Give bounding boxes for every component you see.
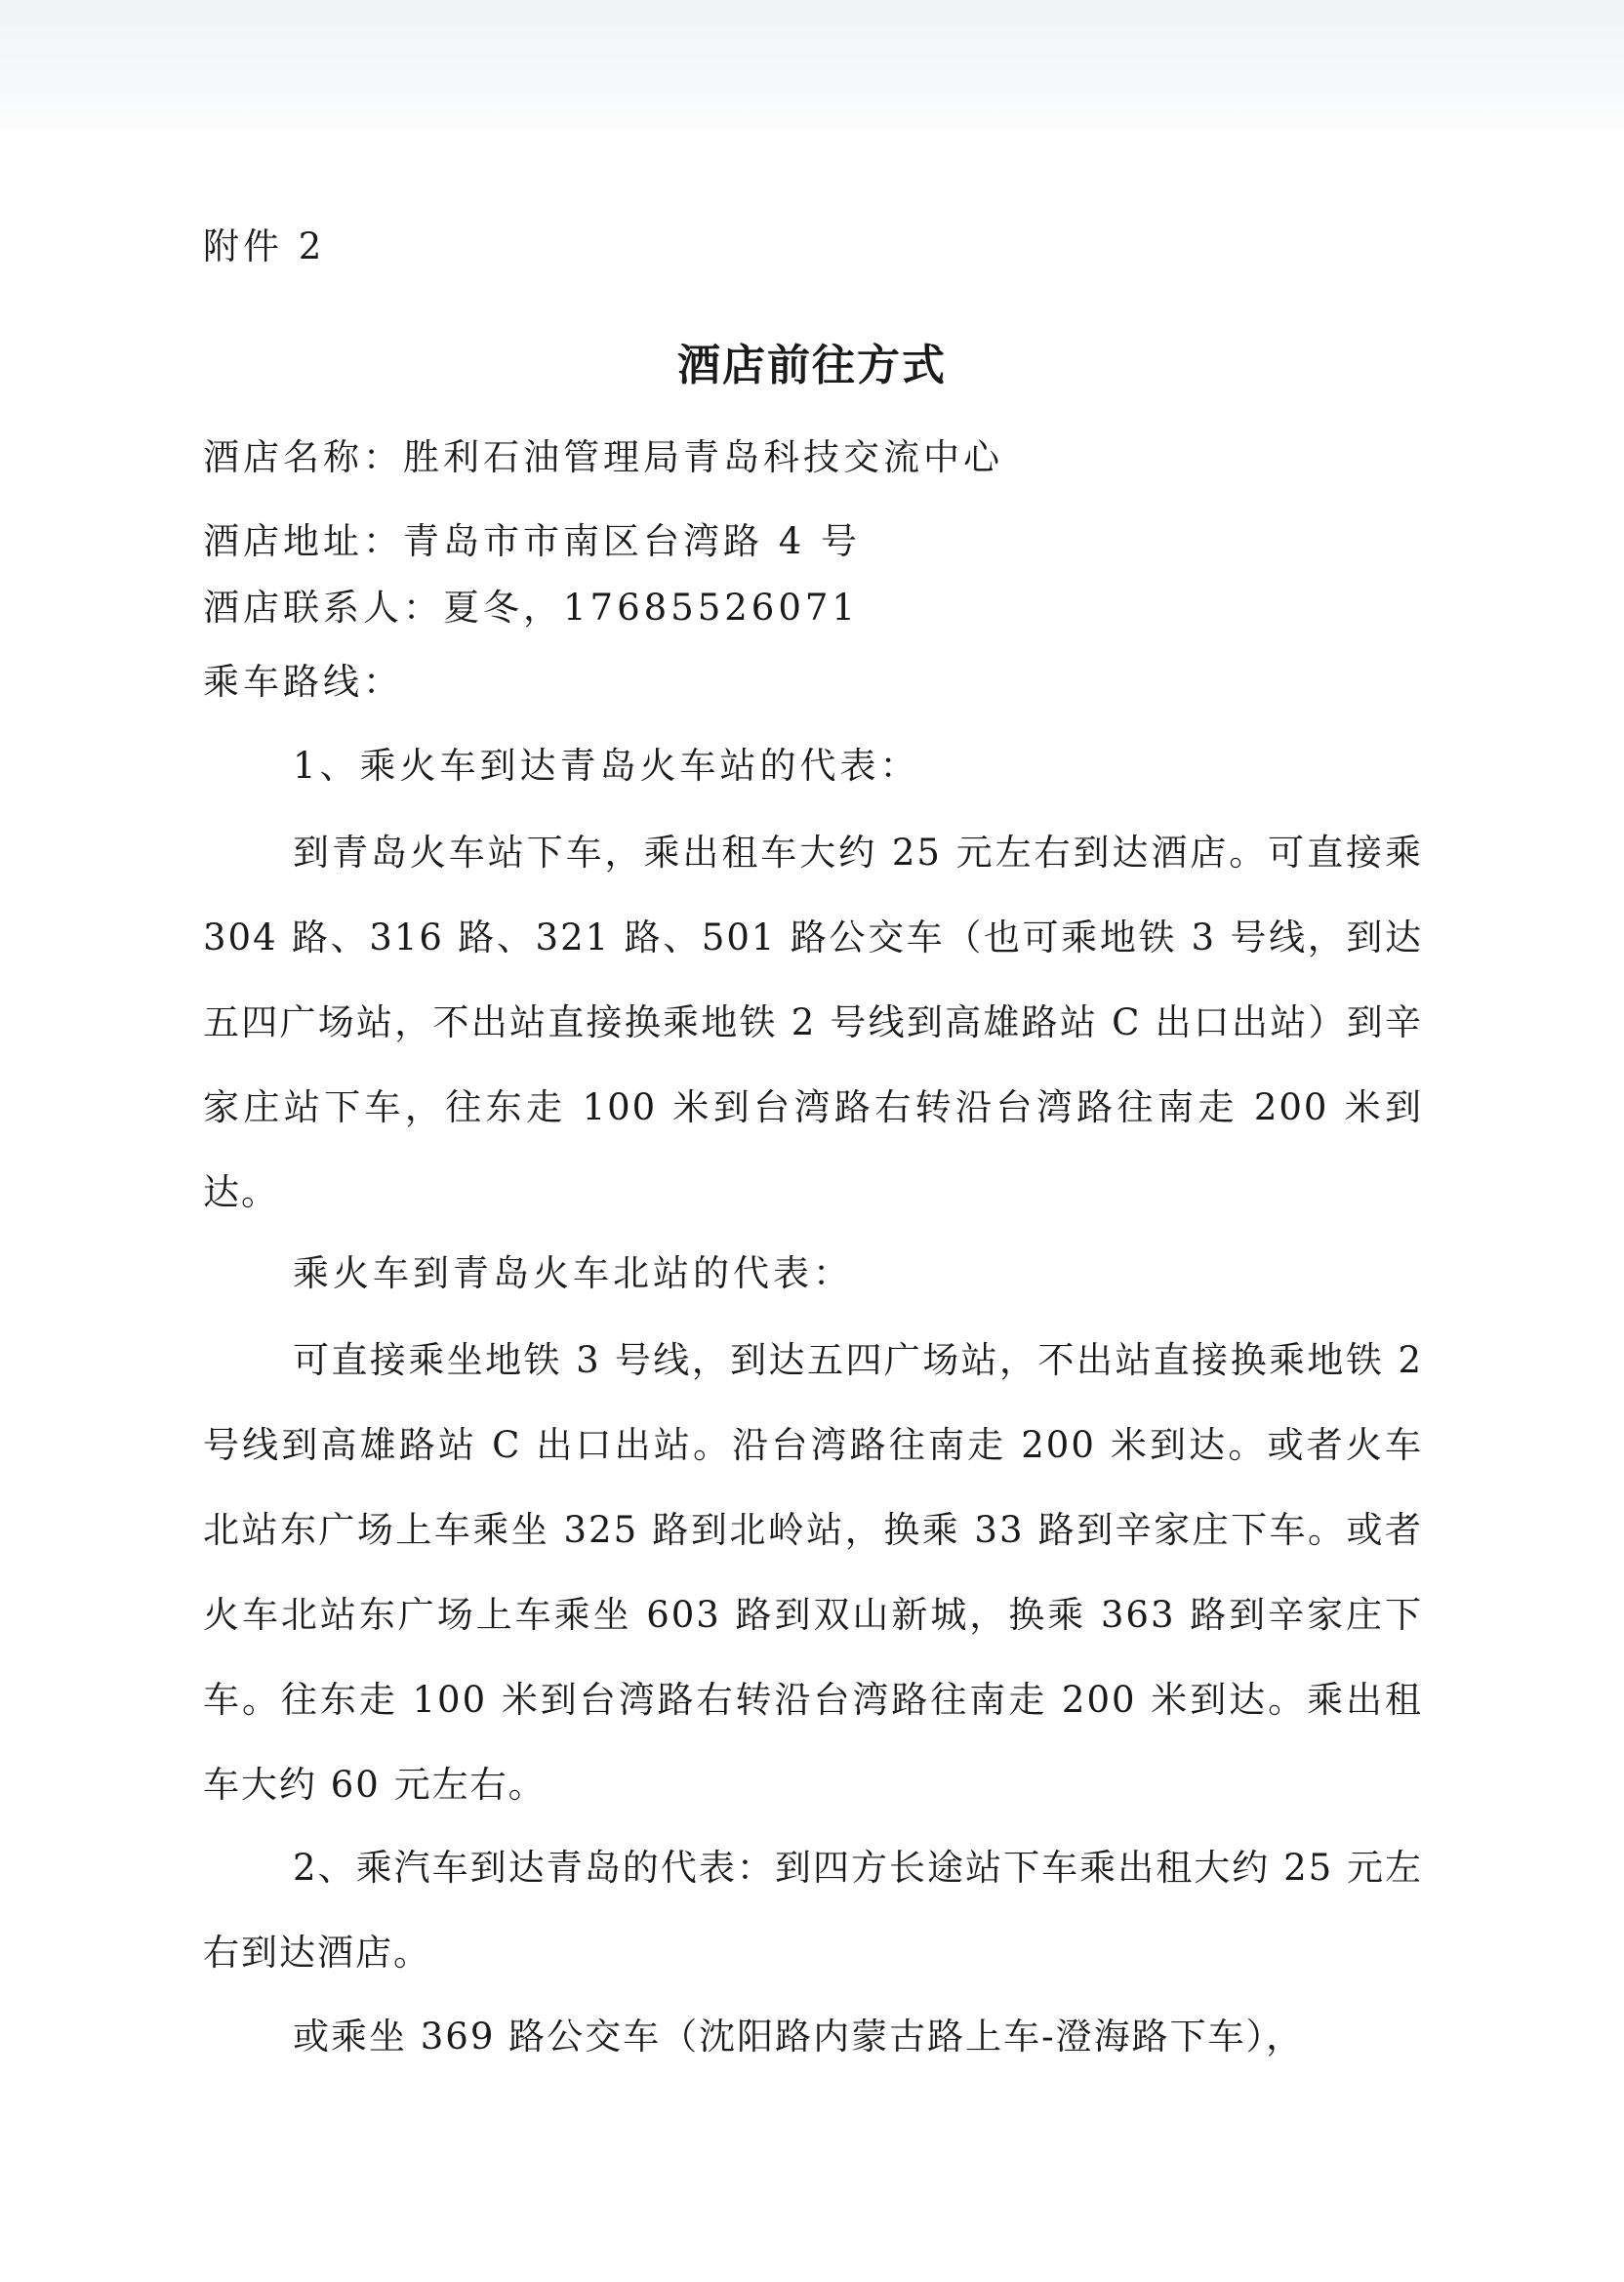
north-station-paragraph: 可直接乘坐地铁 3 号线，到达五四广场站，不出站直接换乘地铁 2 号线到高雄路站 C 出口出站。沿台湾路往南走 200 米到达。或者火车北站东广场上车乘坐 325 路到北岭站，换乘 33 路到辛家庄下车。或者火车北站东广场上车乘坐 603 路到双山新城，换乘 363 路到辛家庄下车。往东走 100 米到台湾路右转沿台湾路往南走 200 米到达。乘出租车大约 60 元左右。 — [203, 1339, 1423, 1806]
route-heading: 乘车路线： — [203, 661, 403, 703]
hotel-contact-line: 酒店联系人：夏冬，17685526071 — [203, 587, 859, 629]
attachment-label: 附件 2 — [203, 225, 326, 267]
train-station-paragraph: 到青岛火车站下车，乘出租车大约 25 元左右到达酒店。可直接乘 304 路、316 路、321 路、501 路公交车（也可乘地铁 3 号线，到达五四广场站，不出站直接换乘地铁 2 号线到高雄路站 C 出口出站）到辛家庄站下车，往东走 100 米到台湾路右转沿台湾路往南走 200 米到达。 — [203, 832, 1423, 1213]
north-station-heading: 乘火车到青岛火车北站的代表： — [293, 1252, 853, 1294]
train-station-heading: 1、乘火车到达青岛火车站的代表： — [293, 745, 920, 787]
bus-paragraph: 2、乘汽车到达青岛的代表：到四方长途站下车乘出租大约 25 元左右到达酒店。 — [203, 1847, 1423, 1974]
bus-alt-paragraph: 或乘坐 369 路公交车（沈阳路内蒙古路上车-澄海路下车）， — [293, 2016, 1305, 2058]
hotel-name-line: 酒店名称：胜利石油管理局青岛科技交流中心 — [203, 436, 1003, 478]
hotel-address-line: 酒店地址：青岛市市南区台湾路 4 号 — [203, 520, 862, 562]
document-title: 酒店前往方式 — [677, 341, 947, 390]
